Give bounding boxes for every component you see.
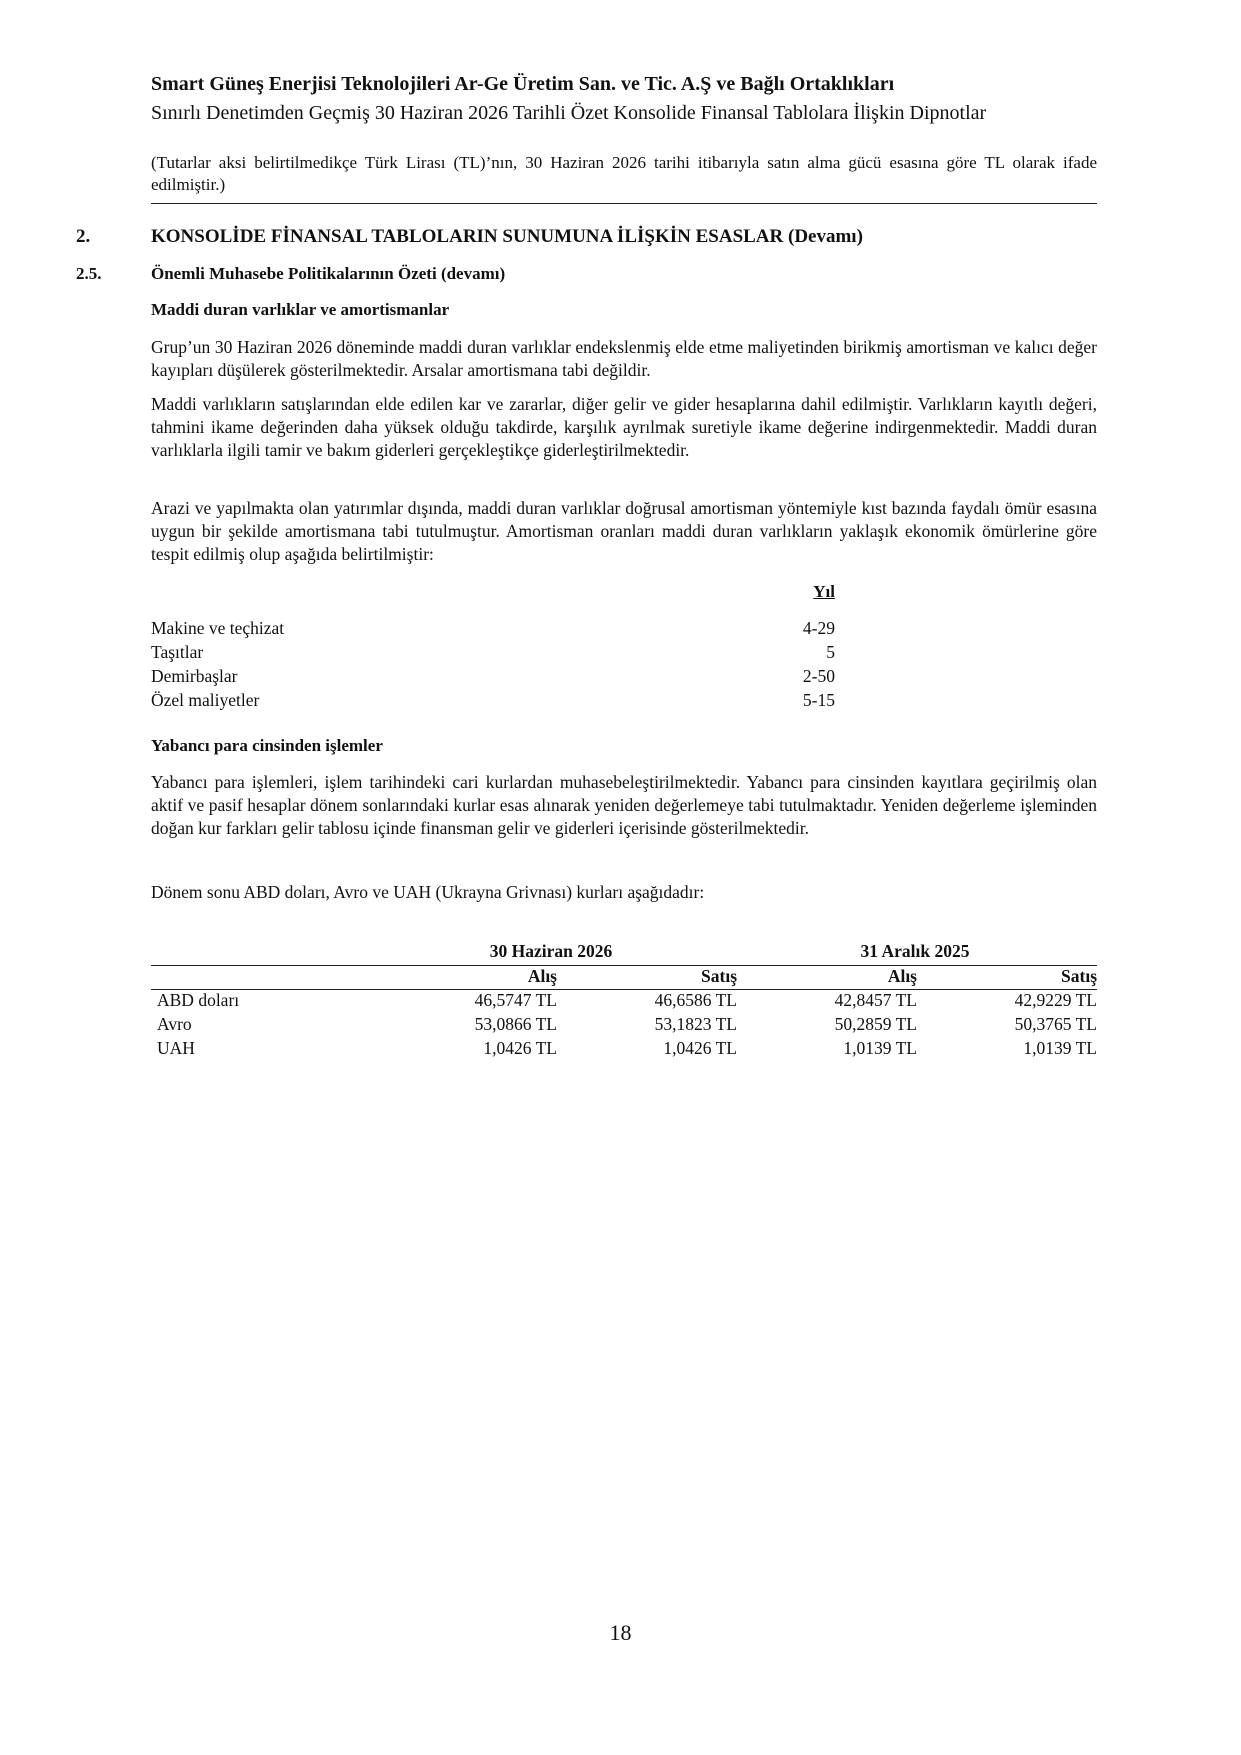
- useful-life-header: Yıl: [813, 582, 835, 601]
- rate-cell: 53,1823 TL: [654, 1014, 737, 1034]
- column-header: Satış: [1061, 966, 1097, 986]
- fx-paragraph-2: Dönem sonu ABD doları, Avro ve UAH (Ukrayna Grivnası) kurları aşağıdadır:: [151, 882, 705, 902]
- currency-name: Avro: [157, 1014, 192, 1034]
- rate-cell: 46,5747 TL: [474, 990, 557, 1010]
- subsection-number: 2.5.: [76, 264, 102, 283]
- tangible-paragraph-3: Arazi ve yapılmakta olan yatırımlar dışında, maddi duran varlıklar doğrusal amortisman yöntemiyle kıst bazında faydalı ömür esasına uygun bir şekilde amortismana tabi tutulmuştur. Amortisman oranları maddi duran varlıkların yaklaşık ekonomik ömürlerine göre tespit edilmiş olup aşağıda belirtilmiştir:: [151, 498, 1097, 564]
- company-title: Smart Güneş Enerjisi Teknolojileri Ar-Ge Üretim San. ve Tic. A.Ş ve Bağlı Ortaklıkları: [151, 73, 895, 95]
- currency-name: ABD doları: [157, 990, 240, 1010]
- rate-cell: 46,6586 TL: [654, 990, 737, 1010]
- useful-life-row: [151, 666, 835, 690]
- asset-class-label: Makine ve teçhizat: [151, 618, 285, 638]
- column-header: Alış: [887, 966, 917, 986]
- currency-name: UAH: [157, 1038, 195, 1058]
- useful-life-row: [151, 618, 835, 642]
- column-header: Satış: [701, 966, 737, 986]
- rate-cell: 1,0139 TL: [1023, 1038, 1097, 1058]
- section-title: KONSOLİDE FİNANSAL TABLOLARIN SUNUMUNA İLİŞKİN ESASLAR (Devamı): [151, 226, 863, 247]
- useful-life-row: [151, 690, 835, 714]
- useful-life-value: 2-50: [802, 666, 835, 686]
- asset-class-label: Demirbaşlar: [151, 666, 238, 686]
- tangible-assets-heading: Maddi duran varlıklar ve amortismanlar: [151, 300, 450, 319]
- tangible-paragraph-2: Maddi varlıkların satışlarından elde edilen kar ve zararlar, diğer gelir ve gider hesaplarına dahil edilmiştir. Varlıkların kayıtlı değeri, tahmini ikame değerinden daha yüksek olduğu takdirde, karşılık ayrılmak suretiyle ikame değerine indirgenmektedir. Maddi duran varlıklarla ilgili tamir ve bakım giderleri gerçekleştikçe giderleştirilmektedir.: [151, 394, 1097, 460]
- rate-cell: 1,0426 TL: [483, 1038, 557, 1058]
- asset-class-label: Taşıtlar: [151, 642, 204, 662]
- useful-life-value: 5-15: [802, 690, 835, 710]
- fx-heading: Yabancı para cinsinden işlemler: [151, 736, 383, 755]
- useful-life-row: [151, 642, 835, 666]
- rate-cell: 42,8457 TL: [834, 990, 917, 1010]
- subsection-title: Önemli Muhasebe Politikalarının Özeti (devamı): [151, 264, 506, 283]
- useful-life-value: 4-29: [802, 618, 835, 638]
- section-number: 2.: [76, 226, 91, 247]
- fx-paragraph-1: Yabancı para işlemleri, işlem tarihindeki cari kurlardan muhasebeleştirilmektedir. Yabancı para cinsinden kayıtlara geçirilmiş olan aktif ve pasif hesaplar dönem sonlarındaki kurlar esas alınarak yeniden değerlemeye tabi tutulmaktadır. Yeniden değerleme işleminden doğan kur farkları gelir tablosu içinde finansman gelir ve giderleri içerisinde gösterilmektedir.: [151, 772, 1097, 838]
- rate-cell: 50,2859 TL: [834, 1014, 917, 1034]
- rate-cell: 1,0426 TL: [663, 1038, 737, 1058]
- page-number: 18: [609, 1620, 632, 1645]
- period-header: 31 Aralık 2025: [860, 941, 970, 961]
- useful-life-value: 5: [826, 642, 835, 662]
- rate-cell: 42,9229 TL: [1014, 990, 1097, 1010]
- rate-cell: 50,3765 TL: [1014, 1014, 1097, 1034]
- report-subtitle: Sınırlı Denetimden Geçmiş 30 Haziran 2026 Tarihli Özet Konsolide Finansal Tablolara İlişkin Dipnotlar: [151, 102, 987, 124]
- currency-note: (Tutarlar aksi belirtilmedikçe Türk Lirası (TL)’nın, 30 Haziran 2026 tarihi itibarıyla satın alma gücü esasına göre TL olarak ifade edilmiştir.): [151, 153, 1097, 194]
- period-header: 30 Haziran 2026: [489, 941, 613, 961]
- rate-cell: 1,0139 TL: [843, 1038, 917, 1058]
- rate-cell: 53,0866 TL: [474, 1014, 557, 1034]
- tangible-paragraph-1: Grup’un 30 Haziran 2026 döneminde maddi duran varlıklar endekslenmiş elde etme maliyetinden birikmiş amortisman ve kalıcı değer kayıpları düşülerek gösterilmektedir. Arsalar amortismana tabi değildir.: [151, 337, 1097, 380]
- header-divider: [151, 203, 1097, 204]
- asset-class-label: Özel maliyetler: [151, 690, 260, 710]
- column-header: Alış: [527, 966, 557, 986]
